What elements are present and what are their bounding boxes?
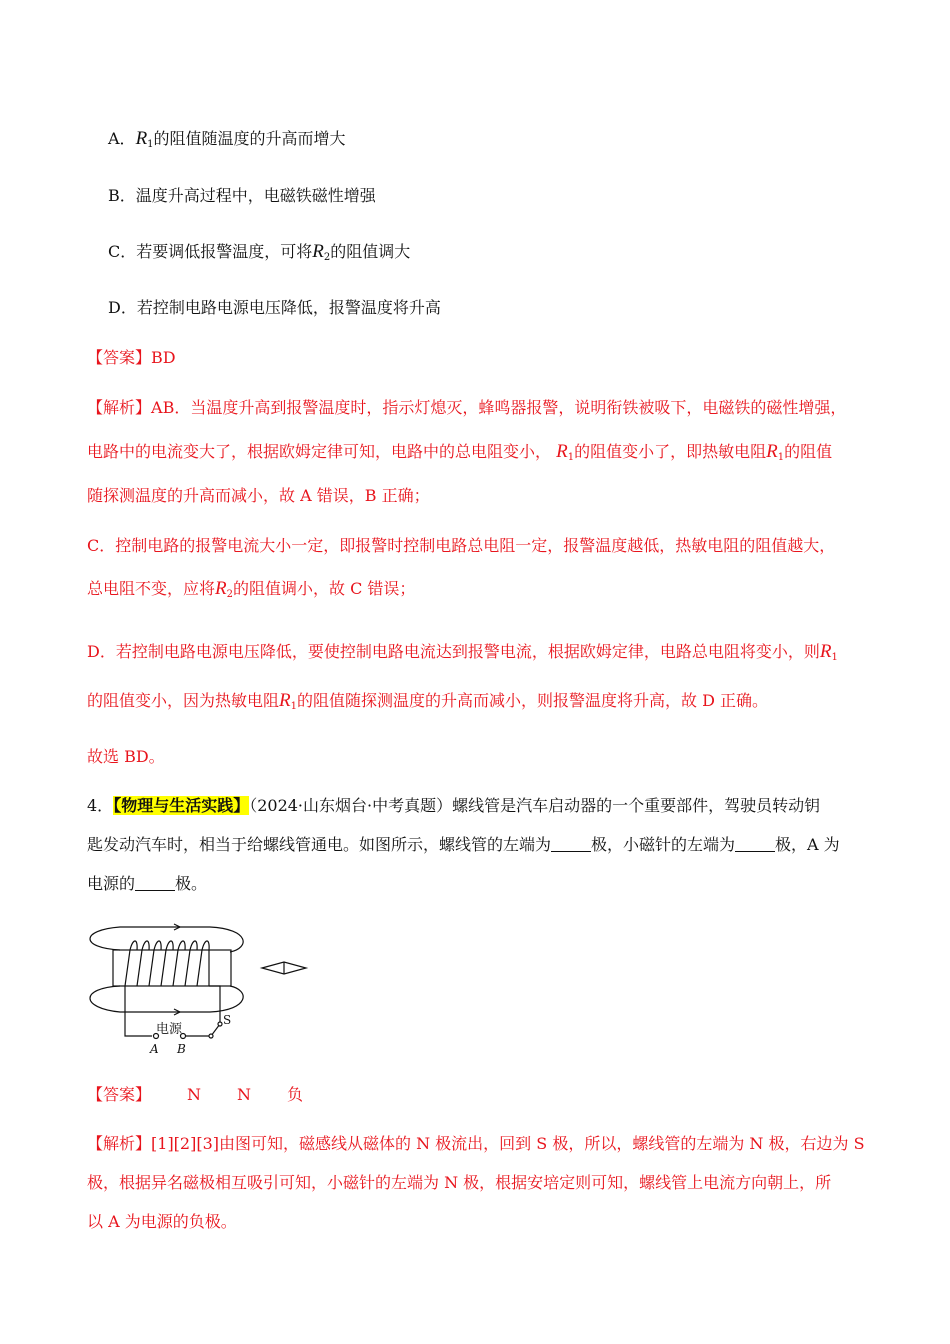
option-d: D．若控制电路电源电压降低，报警温度将升高 <box>108 298 441 317</box>
q4-line3: 电源的 极。 <box>87 874 208 893</box>
wire-right <box>209 986 220 1024</box>
option-b: B．温度升高过程中，电磁铁磁性增强 <box>108 186 376 205</box>
q3-analysis-line3: 随探测温度的升高而减小，故 A 错误，B 正确； <box>87 486 430 505</box>
q3-answer: 【答案】BD <box>87 348 176 367</box>
blank-3 <box>135 876 175 891</box>
solenoid-figure <box>80 920 320 1060</box>
option-c: C．若要调低报警温度，可将$R_2$的阻值调大 <box>108 241 411 263</box>
q4-answer: 【答案】 N N 负 <box>87 1085 304 1104</box>
q3-d-line1: D．若控制电路电源电压降低，要使控制电路电流达到报警电流，根据欧姆定律，电路总电阻将变小，则$R_1$ <box>87 641 838 663</box>
label-s: S <box>223 1013 232 1027</box>
q3-c-line1: C．控制电路的报警电流大小一定，即报警时控制电路总电阻一定，报警温度越低，热敏电阻的阻值越大， <box>87 536 836 555</box>
label-b: B <box>177 1042 186 1056</box>
label-a: A <box>150 1042 159 1056</box>
switch-contact-bottom <box>209 1034 213 1038</box>
q4-analysis-line3: 以 A 为电源的负极。 <box>87 1212 237 1231</box>
q4-analysis-line2: 极，根据异名磁极相互吸引可知，小磁针的左端为 N 极，根据安培定则可知，螺线管上电流方向朝上，所 <box>87 1173 832 1192</box>
r1-symbol: R <box>135 128 148 149</box>
blank-1 <box>551 837 591 852</box>
q3-analysis-line1: 【解析】AB．当温度升高到报警温度时，指示灯熄灭，蜂鸣器报警，说明衔铁被吸下，电磁铁的磁性增强， <box>87 398 847 417</box>
q4-line1: 4．【物理与生活实践】（2024·山东烟台·中考真题）螺线管是汽车启动器的一个重要部件，驾驶员转动钥 <box>87 796 821 815</box>
q4-tag: 【物理与生活实践】 <box>113 796 250 815</box>
q4-analysis-line1: 【解析】[1][2][3]由图可知，磁感线从磁体的 N 极流出，回到 S 极，所以，螺线管的左端为 N 极，右边为 S <box>87 1134 865 1153</box>
q3-analysis-line2: 电路中的电流变大了，根据欧姆定律可知，电路中的总电阻变小， $R_1$的阻值变小了，即热敏电阻$R_1$的阻值 <box>87 441 833 463</box>
solenoid-coils <box>125 941 209 986</box>
blank-2 <box>735 837 775 852</box>
q3-conclusion: 故选 BD。 <box>87 747 165 766</box>
q4-line2: 匙发动汽车时，相当于给螺线管通电。如图所示，螺线管的左端为 极，小磁针的左端为 极，A 为 <box>87 835 840 854</box>
solenoid-core <box>113 950 231 986</box>
option-a: A．$R_1$的阻值随温度的升高而增大 <box>108 128 346 150</box>
power-label: 电源 <box>156 1022 183 1037</box>
q3-c-line2: 总电阻不变，应将$R_2$的阻值调小，故 C 错误； <box>87 578 416 600</box>
switch-contact-top <box>218 1022 222 1026</box>
q3-d-line2: 的阻值变小，因为热敏电阻$R_1$的阻值随探测温度的升高而减小，则报警温度将升高，故 D 正确。 <box>87 690 769 712</box>
wire-left <box>125 986 152 1036</box>
